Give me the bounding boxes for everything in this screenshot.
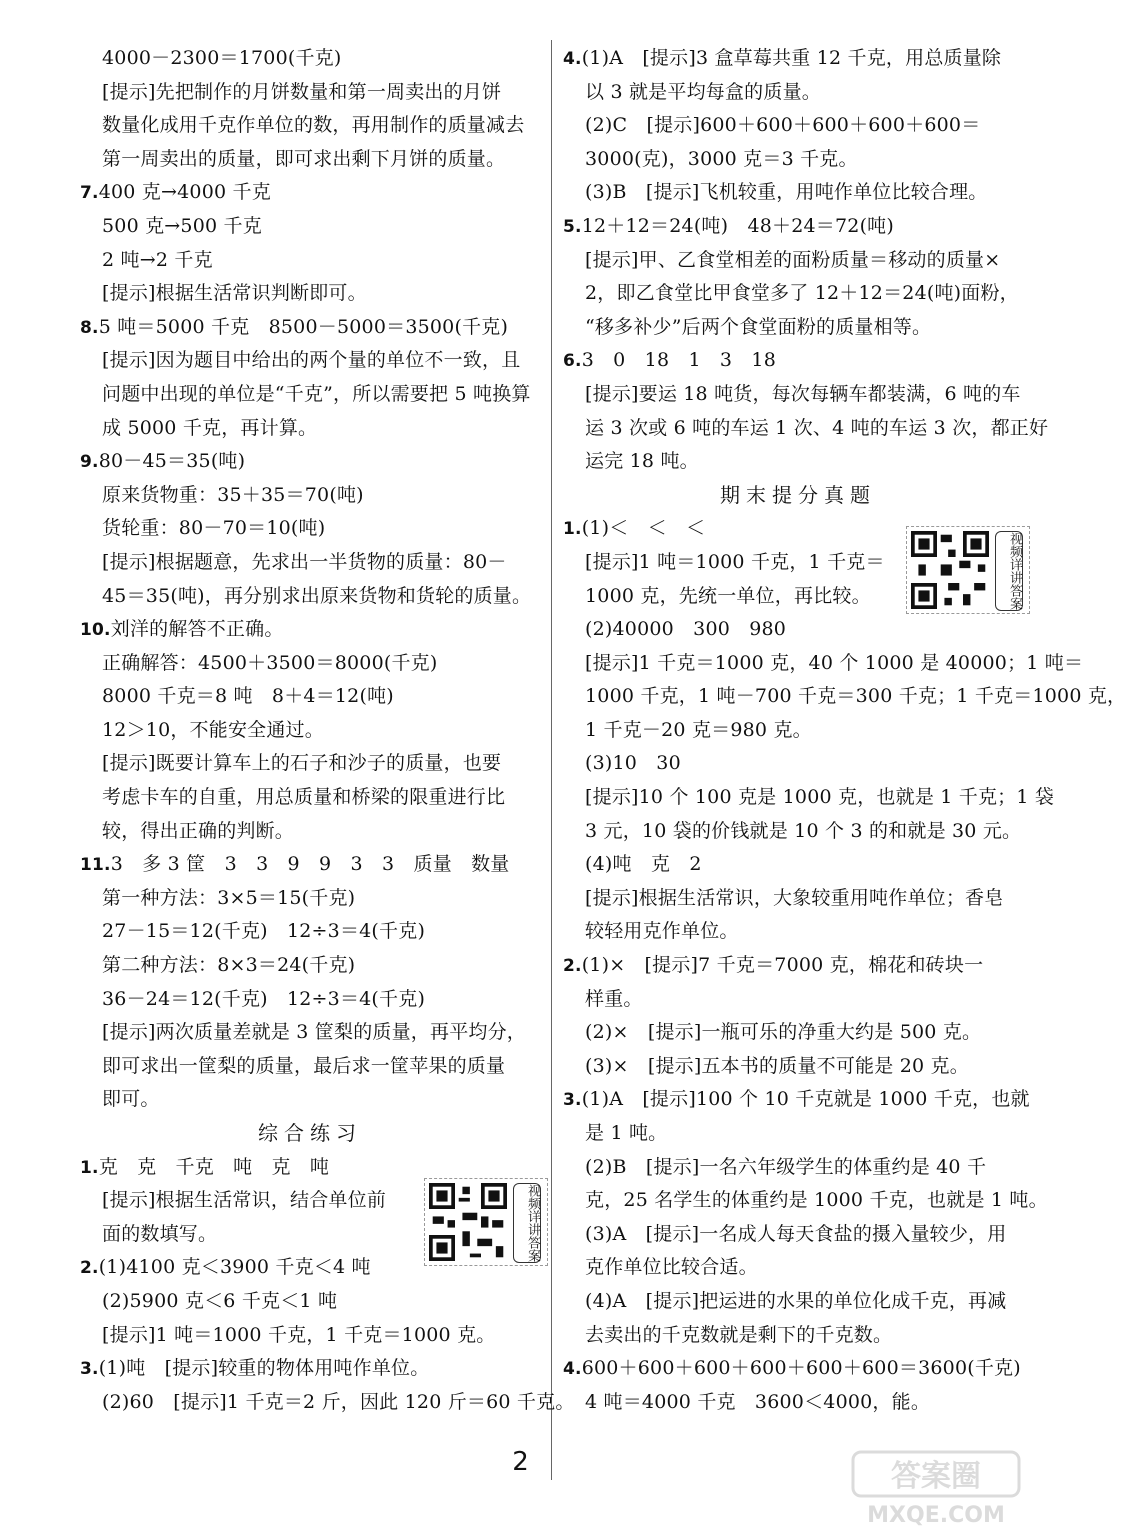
text-line xyxy=(563,445,1033,479)
line-text: 27－15＝12(千克) 12÷3＝4(千克) xyxy=(102,920,426,943)
line-text: (1)A [提示]3 盒草莓共重 12 千克，用总质量除 xyxy=(581,47,1002,69)
line-text: 考虑卡车的自重，用总质量和桥梁的限重进行比 xyxy=(102,786,506,809)
question-number: 10. xyxy=(80,620,111,641)
question-number: 2. xyxy=(80,1258,99,1279)
line-text: 货轮重：80－70＝10(吨) xyxy=(102,517,326,540)
question-number: 5. xyxy=(563,216,582,237)
line-text: 成 5000 千克，再计算。 xyxy=(102,416,318,439)
line-text: (4)吨 克 2 xyxy=(585,853,702,876)
question-line xyxy=(563,344,1033,378)
text-line xyxy=(563,680,1126,714)
line-text: 去卖出的千克数就是剩下的千克数。 xyxy=(585,1323,893,1346)
line-text: 运 3 次或 6 吨的车运 1 次、4 吨的车运 3 次，都正好 xyxy=(585,416,1049,439)
line-text: 面的数填写。 xyxy=(102,1222,218,1245)
text-line xyxy=(80,143,540,177)
text-line xyxy=(80,714,540,748)
line-text: 1 千克－20 克＝980 克。 xyxy=(585,718,812,741)
question-line xyxy=(563,949,1033,983)
question-line xyxy=(80,613,540,647)
text-line xyxy=(563,76,1033,110)
text-line xyxy=(80,512,540,546)
text-line xyxy=(80,109,540,143)
text-line xyxy=(80,244,540,278)
line-text: 较，得出正确的判断。 xyxy=(102,819,295,842)
qr-code-box-right xyxy=(906,526,1030,614)
question-line xyxy=(80,311,540,345)
text-line xyxy=(563,1319,1033,1353)
line-text: 问题中出现的单位是“千克”，所以需要把 5 吨换算 xyxy=(102,382,531,405)
question-number: 4. xyxy=(563,49,582,69)
text-line xyxy=(563,848,1033,882)
text-line xyxy=(80,580,540,614)
line-text: 是 1 吨。 xyxy=(585,1122,668,1144)
question-line xyxy=(563,1083,1033,1117)
text-line xyxy=(563,714,1033,748)
text-line xyxy=(563,1016,1033,1050)
text-line xyxy=(563,815,1033,849)
line-text: (2)40000 300 980 xyxy=(585,618,787,641)
line-text: (3)B [提示]飞机较重，用吨作单位比较合理。 xyxy=(585,181,988,204)
text-line xyxy=(80,546,540,580)
text-line xyxy=(80,747,540,781)
question-number: 6. xyxy=(563,351,582,372)
line-text: [提示]根据题意，先求出一半货物的质量：80－ xyxy=(102,550,507,573)
line-text: 以 3 就是平均每盒的质量。 xyxy=(585,80,821,103)
line-text: 2 吨→2 千克 xyxy=(102,248,213,271)
text-line xyxy=(563,244,1033,278)
line-text: [提示]因为题目中给出的两个量的单位不一致，且 xyxy=(102,349,521,372)
line-text: 4000－2300＝1700(千克) xyxy=(102,47,342,69)
section-heading: 综合练习 xyxy=(258,1121,362,1145)
text-line xyxy=(563,143,1033,177)
text-line xyxy=(563,1151,1033,1185)
line-text: (2)60 [提示]1 千克＝2 斤，因此 120 斤＝60 千克。 xyxy=(102,1390,575,1413)
text-line xyxy=(563,176,1033,210)
line-text: (1)吨 [提示]较重的物体用吨作单位。 xyxy=(98,1357,430,1380)
question-number: 7. xyxy=(80,183,99,204)
line-text: 第二种方法：8×3＝24(千克) xyxy=(102,954,356,977)
text-line xyxy=(563,1386,1033,1420)
text-line xyxy=(80,1319,540,1353)
line-text: 2，即乙食堂比甲食堂多了 12＋12＝24(吨)面粉， xyxy=(585,282,1019,305)
question-number: 2. xyxy=(563,956,582,977)
line-text: (3)10 30 xyxy=(585,752,681,775)
line-text: 刘洋的解答不正确。 xyxy=(110,618,284,641)
text-line xyxy=(80,647,540,681)
line-text: 3 元，10 袋的价钱就是 10 个 3 的和就是 30 元。 xyxy=(585,819,1022,842)
question-line xyxy=(80,1352,540,1386)
line-text: 3 0 18 1 3 18 xyxy=(581,349,776,372)
line-text: (1)× [提示]7 千克＝7000 克，棉花和砖块一 xyxy=(581,954,984,977)
line-text: [提示]甲、乙食堂相差的面粉质量＝移动的质量× xyxy=(585,248,1001,271)
text-line xyxy=(80,915,540,949)
text-line xyxy=(80,479,540,513)
line-text: (1)4100 克＜3900 千克＜4 吨 xyxy=(98,1256,371,1279)
question-number: 9. xyxy=(80,452,99,473)
line-text: 正确解答：4500＋3500＝8000(千克) xyxy=(102,651,438,674)
line-text: 500 克→500 千克 xyxy=(102,214,262,237)
line-text: (1)＜ ＜ ＜ xyxy=(581,517,706,540)
line-text: 数量化成用千克作单位的数，再用制作的质量减去 xyxy=(102,114,525,137)
qr-caption: 视频详讲答案 xyxy=(513,1183,541,1263)
text-line xyxy=(563,915,1033,949)
question-line xyxy=(80,848,540,882)
qr-code-box-left xyxy=(424,1178,548,1266)
text-line xyxy=(80,1386,575,1420)
text-line xyxy=(563,1117,1033,1151)
column-divider xyxy=(551,40,552,1480)
text-line xyxy=(563,613,1033,647)
text-line xyxy=(80,1050,540,1084)
line-text: 8000 千克＝8 吨 8＋4＝12(吨) xyxy=(102,685,394,708)
line-text: (2)× [提示]一瓶可乐的净重大约是 500 克。 xyxy=(585,1021,982,1044)
line-text: (2)C [提示]600＋600＋600＋600＋600＝ xyxy=(585,114,981,137)
line-text: [提示]根据生活常识，结合单位前 xyxy=(102,1189,387,1212)
text-line xyxy=(563,1285,1033,1319)
line-text: (1)A [提示]100 个 10 千克就是 1000 千克，也就 xyxy=(581,1088,1030,1111)
line-text: (3)A [提示]一名成人每天食盐的摄入量较少，用 xyxy=(585,1222,1007,1245)
line-text: 36－24＝12(千克) 12÷3＝4(千克) xyxy=(102,987,426,1010)
question-number: 3. xyxy=(80,1359,99,1380)
line-text: 1000 克，先统一单位，再比较。 xyxy=(585,584,871,607)
text-line xyxy=(80,983,540,1017)
svg-text:答案圈: 答案圈 xyxy=(891,1459,981,1494)
text-line xyxy=(80,344,540,378)
text-line xyxy=(80,76,540,110)
text-line xyxy=(80,42,540,76)
text-line xyxy=(563,311,1033,345)
text-line xyxy=(80,378,540,412)
qr-code-icon xyxy=(911,531,989,609)
line-text: (2)5900 克＜6 千克＜1 吨 xyxy=(102,1289,338,1312)
text-line xyxy=(80,882,540,916)
text-line xyxy=(563,882,1033,916)
text-line xyxy=(563,277,1033,311)
text-line xyxy=(80,1016,540,1050)
line-text: 第一周卖出的质量，即可求出剩下月饼的质量。 xyxy=(102,147,506,170)
line-text: 克作单位比较合适。 xyxy=(585,1256,758,1279)
line-text: “移多补少”后两个食堂面粉的质量相等。 xyxy=(585,315,932,338)
line-text: 400 克→4000 千克 xyxy=(98,181,271,204)
text-line xyxy=(80,949,540,983)
text-line xyxy=(80,1083,540,1117)
text-line xyxy=(563,109,1033,143)
text-line xyxy=(563,1050,1033,1084)
line-text: [提示]要运 18 吨货，每次每辆车都装满，6 吨的车 xyxy=(585,382,1021,405)
line-text: [提示]两次质量差就是 3 筐梨的质量，再平均分， xyxy=(102,1021,526,1044)
line-text: (3)× [提示]五本书的质量不可能是 20 克。 xyxy=(585,1054,969,1077)
line-text: [提示]1 吨＝1000 千克，1 千克＝1000 克。 xyxy=(102,1323,496,1346)
line-text: [提示]1 千克＝1000 克，40 个 1000 是 40000；1 吨＝ xyxy=(585,651,1084,674)
text-line xyxy=(563,983,1033,1017)
text-line xyxy=(563,647,1084,681)
line-text: 较轻用克作单位。 xyxy=(585,920,739,943)
line-text: 4 吨＝4000 千克 3600＜4000，能。 xyxy=(585,1390,931,1413)
line-text: 12＋12＝24(吨) 48＋24＝72(吨) xyxy=(581,214,894,237)
question-line xyxy=(80,176,540,210)
section-heading: 期末提分真题 xyxy=(720,482,876,507)
line-text: 即可求出一筐梨的质量，最后求一筐苹果的质量 xyxy=(102,1054,506,1077)
question-line xyxy=(80,445,540,479)
line-text: 运完 18 吨。 xyxy=(585,450,699,473)
line-text: [提示]根据生活常识判断即可。 xyxy=(102,282,367,305)
text-line xyxy=(80,412,540,446)
line-text: [提示]10 个 100 克是 1000 克，也就是 1 千克；1 袋 xyxy=(585,786,1055,809)
text-line xyxy=(80,1285,540,1319)
line-text: 第一种方法：3×5＝15(千克) xyxy=(102,886,356,909)
line-text: 样重。 xyxy=(585,987,643,1010)
text-line xyxy=(80,210,540,244)
text-line xyxy=(563,1218,1033,1252)
text-line xyxy=(563,1184,1048,1218)
text-line xyxy=(80,680,540,714)
text-line xyxy=(80,277,540,311)
question-number: 8. xyxy=(80,317,99,338)
line-text: (4)A [提示]把运进的水果的单位化成千克，再减 xyxy=(585,1289,1007,1312)
text-line xyxy=(563,1251,1033,1285)
line-text: 5 吨＝5000 千克 8500－5000＝3500(千克) xyxy=(98,315,509,338)
line-text: 600＋600＋600＋600＋600＋600＝3600(千克) xyxy=(581,1357,1021,1380)
line-text: 80－45＝35(吨) xyxy=(98,450,246,473)
qr-caption: 视频详讲答案 xyxy=(995,531,1023,611)
line-text: 原来货物重：35＋35＝70(吨) xyxy=(102,483,364,506)
text-line xyxy=(80,815,540,849)
question-number: 1. xyxy=(563,519,582,540)
line-text: 克 克 千克 吨 克 吨 xyxy=(98,1155,330,1178)
line-text: 克，25 名学生的体重约是 1000 千克，也就是 1 吨。 xyxy=(585,1189,1048,1212)
qr-code-icon xyxy=(429,1183,507,1261)
line-text: [提示]1 吨＝1000 千克，1 千克＝ xyxy=(585,550,885,573)
question-line xyxy=(563,210,1033,244)
question-number: 1. xyxy=(80,1157,99,1178)
line-text: 3 多 3 筐 3 3 9 9 3 3 质量 数量 xyxy=(110,853,510,876)
line-text: [提示]既要计算车上的石子和沙子的质量，也要 xyxy=(102,752,502,775)
line-text: [提示]根据生活常识，大象较重用吨作单位；香皂 xyxy=(585,886,1004,909)
page-number: 2 xyxy=(512,1447,529,1477)
text-line xyxy=(563,378,1033,412)
text-line xyxy=(563,747,1033,781)
line-text: 45＝35(吨)，再分别求出原来货物和货轮的质量。 xyxy=(102,584,532,607)
line-text: 12＞10，不能安全通过。 xyxy=(102,718,324,741)
line-text: (2)B [提示]一名六年级学生的体重约是 40 千 xyxy=(585,1155,987,1178)
question-line xyxy=(563,42,1033,76)
text-line xyxy=(563,781,1055,815)
watermark-logo xyxy=(851,1448,1021,1528)
text-line xyxy=(80,781,540,815)
line-text: 3000(克)，3000 克＝3 千克。 xyxy=(585,147,858,170)
svg-text:MXQE.COM: MXQE.COM xyxy=(867,1503,1005,1528)
question-number: 4. xyxy=(563,1359,582,1380)
line-text: 即可。 xyxy=(102,1088,160,1111)
right-column xyxy=(563,42,1126,1419)
question-line xyxy=(563,1352,1033,1386)
line-text: [提示]先把制作的月饼数量和第一周卖出的月饼 xyxy=(102,80,502,103)
question-number: 11. xyxy=(80,855,111,876)
text-line xyxy=(563,412,1049,446)
line-text: 1000 千克，1 吨－700 千克＝300 千克；1 千克＝1000 克， xyxy=(585,685,1126,708)
question-number: 3. xyxy=(563,1090,582,1111)
